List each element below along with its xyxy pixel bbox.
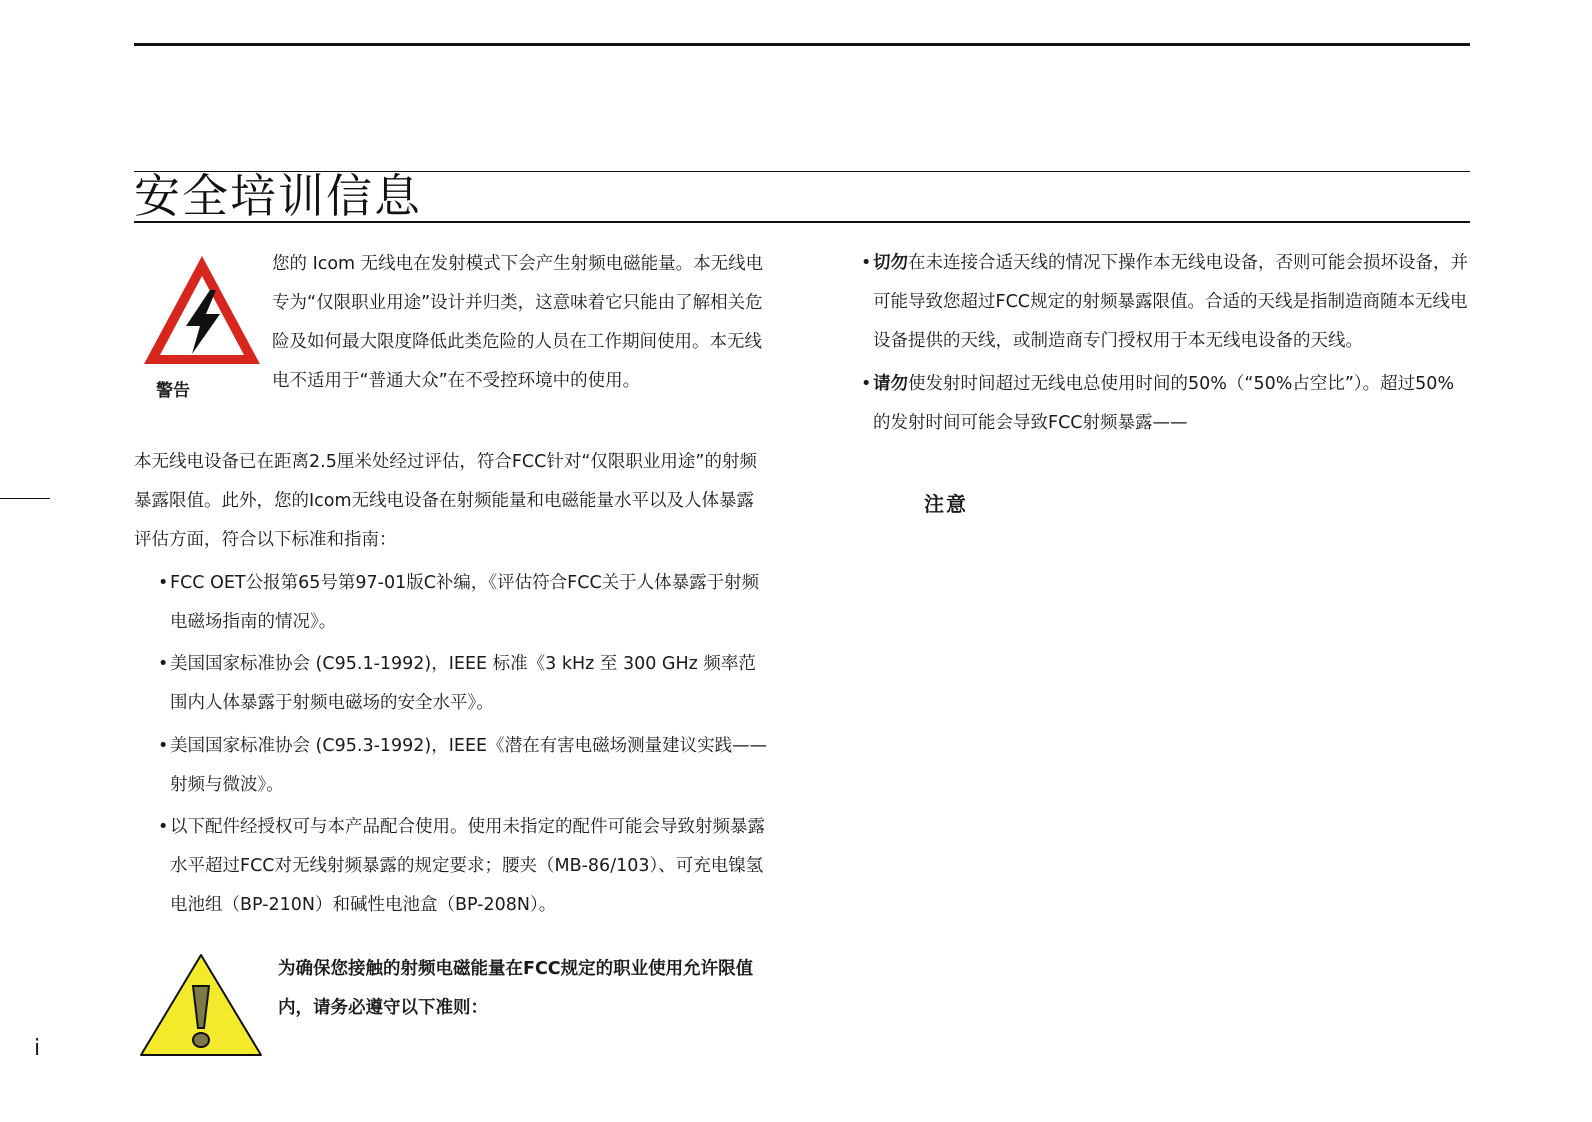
caution-text: 为确保您接触的射频电磁能量在FCC规定的职业使用允许限值内，请务必遵守以下准则： xyxy=(278,959,754,1018)
list-item-lead: 切勿 xyxy=(873,253,908,273)
warning-caption: 警告 xyxy=(156,381,190,401)
page-number: i xyxy=(34,1036,41,1061)
page-title: 安全培训信息 xyxy=(134,169,422,223)
evaluation-text: 本无线电设备已在距离2.5厘米处经过评估，符合FCC针对“仅限职业用途”的射频暴露限值。此外，您的Icom无线电设备在射频能量和电磁能量水平以及人体暴露评估方面，符合以下标准和指南： xyxy=(134,452,757,550)
top-rule xyxy=(134,43,1470,46)
list-item: • 切勿在未连接合适天线的情况下操作本无线电设备，否则可能会损坏设备，并可能导致您超过FCC规定的射频暴露限值。合适的天线是指制造商随本无线电设备提供的天线，或制造商专门授权用于本无线电设备的天线。 xyxy=(861,253,1468,351)
list-item-text: 以下配件经授权可与本产品配合使用。使用未指定的配件可能会导致射频暴露水平超过FCC对无线射频暴露的规定要求；腰夹（MB-86/103）、可充电镍氢电池组（BP-210N）和碱性电池盒（BP-208N）。 xyxy=(170,817,765,915)
list-item: • 美国国家标准协会 (C95.3-1992)，IEEE《潜在有害电磁场测量建议实践——射频与微波》。 xyxy=(158,736,768,795)
list-item: • 以下配件经授权可与本产品配合使用。使用未指定的配件可能会导致射频暴露水平超过FCC对无线射频暴露的规定要求；腰夹（MB-86/103）、可充电镍氢电池组（BP-210N）和碱性电池盒（BP-208N）。 xyxy=(158,817,765,915)
high-voltage-warning-icon xyxy=(140,252,264,368)
list-item: • 美国国家标准协会 (C95.1-1992)，IEEE 标准《3 kHz 至 300 GHz 频率范围内人体暴露于射频电磁场的安全水平》。 xyxy=(158,654,756,713)
margin-tick xyxy=(0,498,50,499)
list-item: • 请勿使发射时间超过无线电总使用时间的50%（“50%占空比”）。超过50%的发射时间可能会导致FCC射频暴露—— xyxy=(861,374,1455,433)
list-item-text: 使发射时间超过无线电总使用时间的50%（“50%占空比”）。超过50%的发射时间可能会导致FCC射频暴露—— xyxy=(873,374,1455,433)
warning-text: 您的 Icom 无线电在发射模式下会产生射频电磁能量。本无线电专为“仅限职业用途”设计并归类，这意味着它只能由了解相关危险及如何最大限度降低此类危险的人员在工作期间使用。本无线电不适用于“普通大众”在不受控环境中的使用。 xyxy=(272,254,764,391)
list-item-text: 美国国家标准协会 (C95.3-1992)，IEEE《潜在有害电磁场测量建议实践——射频与微波》。 xyxy=(170,736,768,795)
list-item-text: FCC OET公报第65号第97-01版C补编，《评估符合FCC关于人体暴露于射频电磁场指南的情况》。 xyxy=(170,573,760,632)
list-item-text: 美国国家标准协会 (C95.1-1992)，IEEE 标准《3 kHz 至 300 GHz 频率范围内人体暴露于射频电磁场的安全水平》。 xyxy=(170,654,756,713)
list-item-lead: 请勿 xyxy=(873,374,908,394)
exclamation-caution-icon xyxy=(138,952,264,1058)
note-heading: 注意 xyxy=(924,492,968,516)
list-item: • FCC OET公报第65号第97-01版C补编，《评估符合FCC关于人体暴露于射频电磁场指南的情况》。 xyxy=(158,573,760,632)
list-item-text: 在未连接合适天线的情况下操作本无线电设备，否则可能会损坏设备，并可能导致您超过FCC规定的射频暴露限值。合适的天线是指制造商随本无线电设备提供的天线，或制造商专门授权用于本无线电设备的天线。 xyxy=(873,253,1468,351)
